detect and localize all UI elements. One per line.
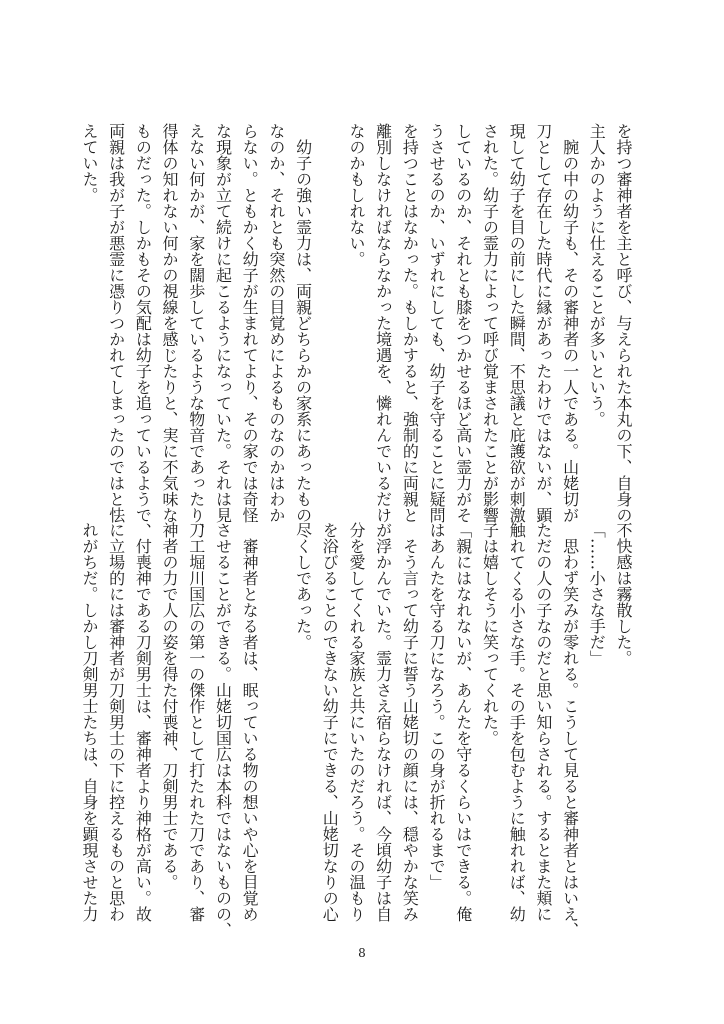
- text-line: 得体の知れない何かの視線を感じたりと、実に不気味な: [160, 123, 180, 523]
- text-line: えない何かが、家を闊歩しているような物音であったり、: [186, 123, 206, 539]
- text-line: しているのか、それとも膝をつかせるほど高い霊力がそ: [453, 123, 473, 523]
- text-line: に立場的には審神者が刀剣男士の下に控えるものと思わ: [106, 522, 126, 922]
- text-line: 神者の力で人の姿を得た付喪神、刀剣男士である。: [160, 522, 180, 890]
- text-line: 触れてくる小さな手。その手を包むように触れれば、幼: [507, 522, 527, 922]
- text-line: 「親にはなれないが、あんたを守るくらいはできる。俺: [453, 522, 473, 922]
- text-line: えていた。: [79, 123, 99, 203]
- text-line: らない。ともかく幼子が生まれてより、その家では奇怪: [240, 123, 260, 523]
- text-line: そう言って幼子に誓う山姥切の顔には、穏やかな笑み: [400, 522, 420, 922]
- text-line: 刀工堀川国広の第一の傑作として打たれた刀であり、審: [186, 522, 206, 922]
- text-line: 両親は我が子が悪霊に憑りつかれてしまったのではと怯: [106, 123, 126, 523]
- text-line: 腕の中の幼子も、その審神者の一人である。山姥切が: [560, 123, 580, 523]
- text-block-lower: [79, 522, 636, 938]
- text-line: 思わず笑みが零れる。こうして見ると審神者とはいえ、: [560, 522, 580, 938]
- text-line: はあんたを守る刀になろう。この身が折れるまで」: [427, 522, 447, 890]
- text-line: ものだった。しかもその気配は幼子を追っているようで、: [133, 123, 153, 539]
- text-line: 不快感は霧散した。: [614, 522, 633, 666]
- text-line: 主人かのように仕えることが多いという。: [587, 123, 607, 427]
- page-number: 8: [358, 946, 366, 960]
- text-line: なのか、それとも突然の目覚めによるものなのかはわか: [266, 123, 286, 523]
- text-line: された。幼子の霊力によって呼び覚まされたことが影響: [480, 123, 500, 523]
- text-line: を持つことはなかった。もしかすると、強制的に両親と: [400, 123, 420, 523]
- text-line: なのかもしれない。: [346, 123, 366, 267]
- text-line: 「……小さな手だ」: [587, 522, 607, 666]
- text-line: 幼子の強い霊力は、両親どちらかの家系にあったもの: [293, 123, 313, 523]
- text-line: 分を愛してくれる家族と共にいたのだろう。その温もり: [346, 522, 366, 922]
- text-line: 離別しなければならなかった境遇を、憐れんでいるだけ: [373, 123, 393, 523]
- text-line: うさせるのか、いずれにしても、幼子を守ることに疑問: [427, 123, 447, 523]
- text-line: 審神者となる者は、眠っている物の想いや心を目覚め: [240, 522, 260, 922]
- text-line: な現象が立て続けに起こるようになっていた。それは見: [213, 123, 233, 523]
- text-line: を持つ審神者を主と呼び、与えられた本丸の下、自身の: [614, 123, 633, 523]
- text-line: れがちだ。しかし刀剣男士たちは、自身を顕現させた力: [79, 522, 99, 922]
- text-line: 現して幼子を目の前にした瞬間、不思議と庇護欲が刺激: [507, 123, 527, 523]
- text-block-upper: [79, 123, 636, 539]
- text-line: を浴びることのできない幼子にできる、山姥切なりの心: [320, 522, 340, 922]
- text-line: 付喪神である刀剣男士は、審神者より神格が高い。故: [133, 522, 153, 922]
- paragraph-break: [262, 522, 289, 912]
- text-line: 子は嬉しそうに笑ってくれた。: [480, 522, 500, 746]
- text-line: が浮かんでいた。霊力さえ宿らなければ、今頃幼子は自: [373, 522, 393, 922]
- text-line: させることができる。山姥切国広は本科ではないものの、: [213, 522, 233, 938]
- text-line: 刀として存在した時代に縁があったわけではないが、顕: [533, 123, 553, 523]
- text-line: ただの人の子なのだと思い知らされる。するとまた頬に: [533, 522, 553, 922]
- paragraph-break: [316, 123, 343, 513]
- text-line: 尽くしであった。: [293, 522, 313, 650]
